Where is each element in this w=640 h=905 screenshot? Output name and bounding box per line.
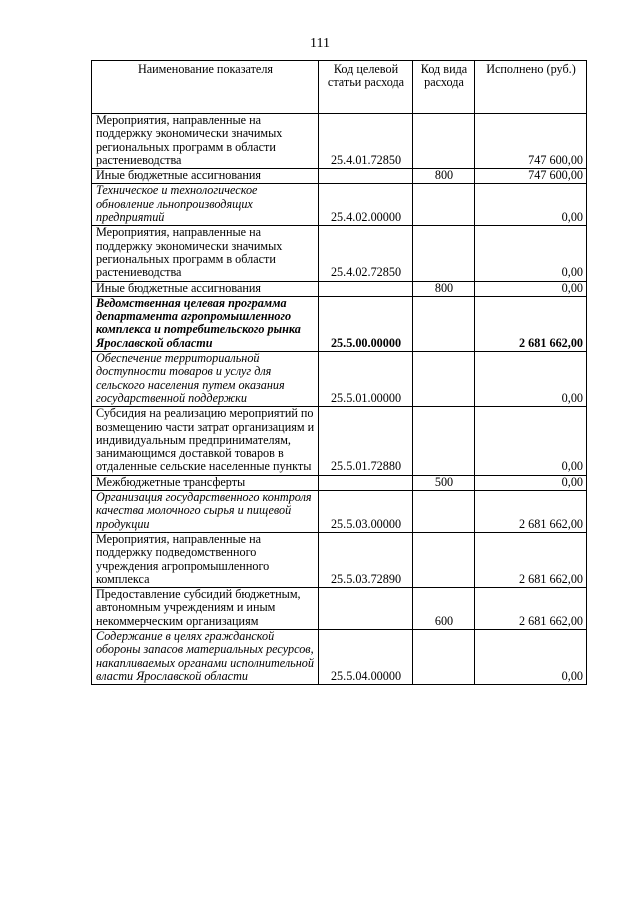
- table-row: [92, 475, 587, 490]
- header-executed-amount: Исполнено (руб.): [475, 61, 587, 114]
- table-row: [92, 296, 587, 351]
- table-row: [92, 532, 587, 587]
- header-target-article-code: Код целевой статьи расхода: [319, 61, 413, 114]
- row-indicator-name: Иные бюджетные ассигнования: [92, 281, 319, 296]
- row-target-article-code: [319, 169, 413, 184]
- row-indicator-name: Межбюджетные трансферты: [92, 475, 319, 490]
- row-indicator-name: Иные бюджетные ассигнования: [92, 169, 319, 184]
- row-expense-kind-code: [413, 296, 475, 351]
- row-executed-amount: 0,00: [475, 407, 587, 475]
- row-indicator-name: Предоставление субсидий бюджетным, автономным учреждениям и иным некоммерческим организациям: [92, 588, 319, 630]
- table-row: [92, 352, 587, 407]
- table-row: [92, 491, 587, 533]
- table-body: [92, 114, 587, 685]
- row-executed-amount: 747 600,00: [475, 114, 587, 169]
- row-executed-amount: 2 681 662,00: [475, 588, 587, 630]
- row-expense-kind-code: [413, 491, 475, 533]
- budget-execution-table: [91, 60, 587, 685]
- row-indicator-name: Организация государственного контроля качества молочного сырья и пищевой продукции: [92, 491, 319, 533]
- page-number: 111: [310, 36, 330, 51]
- row-target-article-code: 25.4.02.00000: [319, 184, 413, 226]
- row-executed-amount: 0,00: [475, 475, 587, 490]
- row-expense-kind-code: 800: [413, 281, 475, 296]
- row-indicator-name: Субсидия на реализацию мероприятий по возмещению части затрат организациям и индивидуальным предпринимателям, занимающимся доставкой товаров в отдаленные сельские населенные пункты: [92, 407, 319, 475]
- row-executed-amount: 0,00: [475, 226, 587, 281]
- header-expense-kind-code: Код вида расхода: [413, 61, 475, 114]
- row-indicator-name: Содержание в целях гражданской обороны запасов материальных ресурсов, накапливаемых органами исполнительной власти Ярославской области: [92, 629, 319, 684]
- row-expense-kind-code: [413, 184, 475, 226]
- row-target-article-code: 25.4.02.72850: [319, 226, 413, 281]
- row-target-article-code: 25.5.04.00000: [319, 629, 413, 684]
- row-expense-kind-code: 800: [413, 169, 475, 184]
- row-expense-kind-code: [413, 352, 475, 407]
- row-target-article-code: [319, 475, 413, 490]
- row-target-article-code: 25.5.03.72890: [319, 532, 413, 587]
- row-expense-kind-code: [413, 114, 475, 169]
- row-expense-kind-code: [413, 629, 475, 684]
- row-indicator-name: Ведомственная целевая программа департамента агропромышленного комплекса и потребительского рынка Ярославской области: [92, 296, 319, 351]
- row-target-article-code: 25.4.01.72850: [319, 114, 413, 169]
- row-expense-kind-code: [413, 407, 475, 475]
- table-row: [92, 281, 587, 296]
- row-target-article-code: 25.5.00.00000: [319, 296, 413, 351]
- row-indicator-name: Техническое и технологическое обновление льнопроизводящих предприятий: [92, 184, 319, 226]
- table-row: [92, 629, 587, 684]
- row-indicator-name: Мероприятия, направленные на поддержку подведомственного учреждения агропромышленного комплекса: [92, 532, 319, 587]
- row-expense-kind-code: [413, 532, 475, 587]
- row-target-article-code: 25.5.03.00000: [319, 491, 413, 533]
- row-executed-amount: 0,00: [475, 629, 587, 684]
- table-row: [92, 226, 587, 281]
- row-executed-amount: 0,00: [475, 184, 587, 226]
- row-executed-amount: 747 600,00: [475, 169, 587, 184]
- row-expense-kind-code: 500: [413, 475, 475, 490]
- table-row: [92, 114, 587, 169]
- row-target-article-code: 25.5.01.72880: [319, 407, 413, 475]
- row-expense-kind-code: [413, 226, 475, 281]
- row-executed-amount: 2 681 662,00: [475, 532, 587, 587]
- table-header-row: [92, 61, 587, 114]
- row-target-article-code: [319, 588, 413, 630]
- header-indicator-name: Наименование показателя: [92, 61, 319, 114]
- row-executed-amount: 2 681 662,00: [475, 296, 587, 351]
- table-row: [92, 169, 587, 184]
- table-row: [92, 184, 587, 226]
- table-row: [92, 407, 587, 475]
- row-executed-amount: 2 681 662,00: [475, 491, 587, 533]
- row-target-article-code: [319, 281, 413, 296]
- row-indicator-name: Обеспечение территориальной доступности товаров и услуг для сельского населения путем оказания государственной поддержки: [92, 352, 319, 407]
- row-indicator-name: Мероприятия, направленные на поддержку экономически значимых региональных программ в области растениеводства: [92, 226, 319, 281]
- row-indicator-name: Мероприятия, направленные на поддержку экономически значимых региональных программ в области растениеводства: [92, 114, 319, 169]
- row-executed-amount: 0,00: [475, 281, 587, 296]
- table-row: [92, 588, 587, 630]
- row-expense-kind-code: 600: [413, 588, 475, 630]
- row-target-article-code: 25.5.01.00000: [319, 352, 413, 407]
- row-executed-amount: 0,00: [475, 352, 587, 407]
